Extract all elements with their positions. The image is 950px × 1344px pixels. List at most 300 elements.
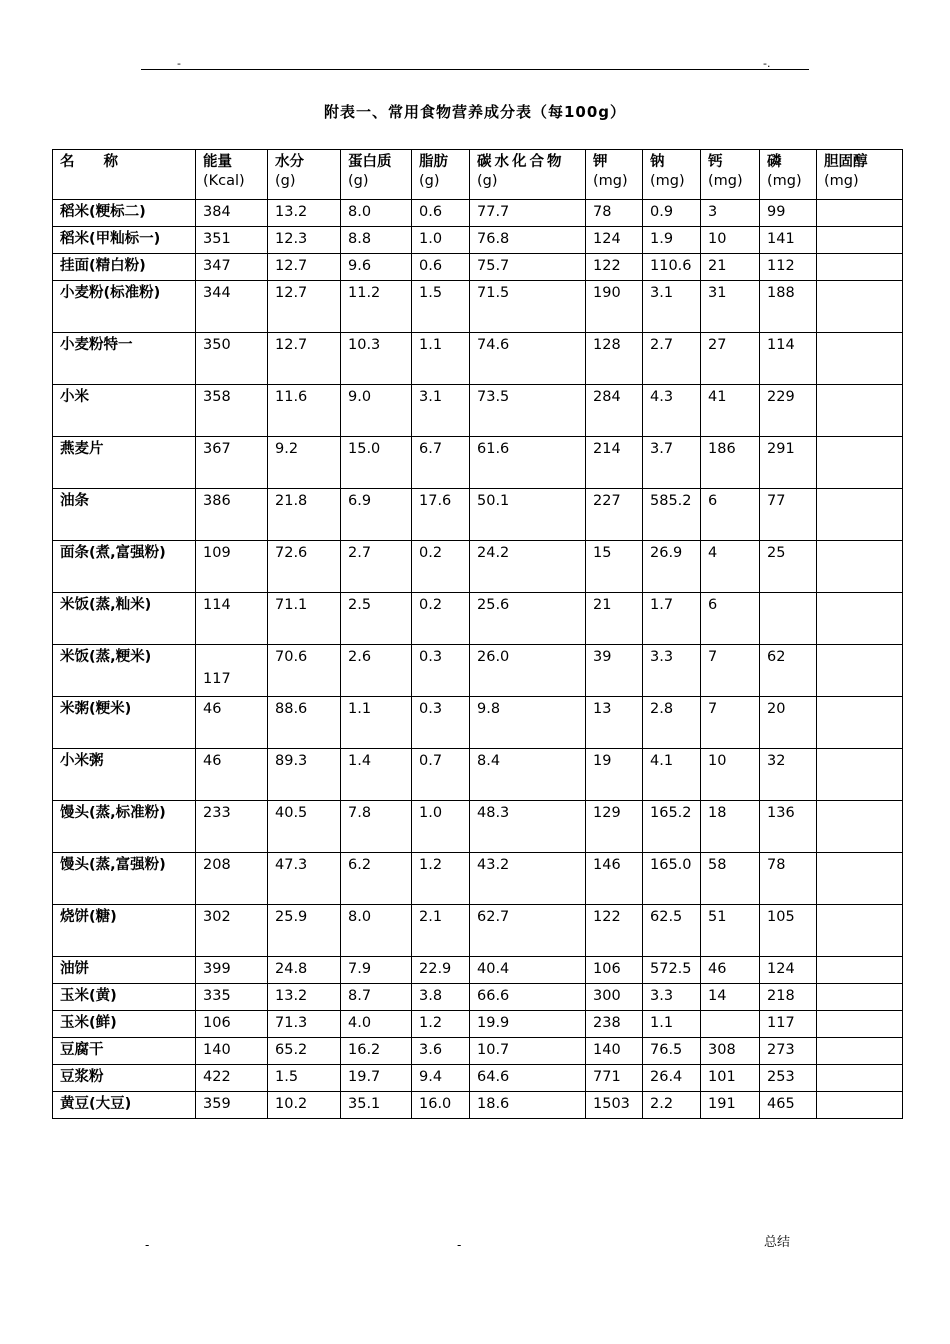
phosphorus-cell: 188 [760,281,817,333]
potassium-cell: 300 [586,984,643,1011]
water-cell: 71.1 [268,593,341,645]
sodium-cell: 26.4 [643,1065,701,1092]
carbs-cell: 74.6 [470,333,586,385]
sodium-cell: 2.7 [643,333,701,385]
phosphorus-cell: 117 [760,1011,817,1038]
phosphorus-cell: 465 [760,1092,817,1119]
phosphorus-cell: 291 [760,437,817,489]
potassium-cell: 1503 [586,1092,643,1119]
potassium-cell: 122 [586,905,643,957]
column-header [341,150,412,200]
sodium-cell: 3.1 [643,281,701,333]
column-label: 名 称 [60,154,118,170]
food-name-cell: 豆腐干 [53,1038,196,1065]
table-row [53,853,903,905]
table-row [53,385,903,437]
fat-cell: 3.1 [412,385,470,437]
carbs-cell: 8.4 [470,749,586,801]
column-unit: (g) [419,173,440,189]
food-name-cell: 油条 [53,489,196,541]
column-header [817,150,903,200]
potassium-cell: 19 [586,749,643,801]
cholesterol-cell [817,541,903,593]
energy-cell: 109 [196,541,268,593]
carbs-cell: 75.7 [470,254,586,281]
protein-cell: 7.8 [341,801,412,853]
sodium-cell: 165.0 [643,853,701,905]
phosphorus-cell: 253 [760,1065,817,1092]
calcium-cell: 308 [701,1038,760,1065]
column-label: 钠 [650,154,665,170]
energy-cell: 384 [196,200,268,227]
header-rule [141,69,809,70]
potassium-cell: 78 [586,200,643,227]
calcium-cell: 186 [701,437,760,489]
potassium-cell: 238 [586,1011,643,1038]
cholesterol-cell [817,697,903,749]
protein-cell: 1.1 [341,697,412,749]
phosphorus-cell: 112 [760,254,817,281]
protein-cell: 16.2 [341,1038,412,1065]
sodium-cell: 3.3 [643,645,701,697]
protein-cell: 4.0 [341,1011,412,1038]
nutrition-table [52,149,903,1119]
table-row [53,437,903,489]
potassium-cell: 39 [586,645,643,697]
fat-cell: 16.0 [412,1092,470,1119]
carbs-cell: 26.0 [470,645,586,697]
sodium-cell: 26.9 [643,541,701,593]
food-name-cell: 面条(煮,富强粉) [53,541,196,593]
food-name-cell: 玉米(黄) [53,984,196,1011]
water-cell: 88.6 [268,697,341,749]
phosphorus-cell: 229 [760,385,817,437]
energy-cell: 386 [196,489,268,541]
table-row [53,1038,903,1065]
protein-cell: 1.4 [341,749,412,801]
protein-cell: 9.0 [341,385,412,437]
cholesterol-cell [817,1011,903,1038]
fat-cell: 1.0 [412,801,470,853]
fat-cell: 3.8 [412,984,470,1011]
energy-cell: 302 [196,905,268,957]
fat-cell: 0.3 [412,645,470,697]
cholesterol-cell [817,1092,903,1119]
table-row [53,227,903,254]
column-header [586,150,643,200]
calcium-cell: 31 [701,281,760,333]
energy-cell: 140 [196,1038,268,1065]
fat-cell: 0.3 [412,697,470,749]
energy-cell: 335 [196,984,268,1011]
energy-cell: 46 [196,749,268,801]
column-unit: (Kcal) [203,173,245,189]
calcium-cell: 7 [701,697,760,749]
header-row [53,150,903,200]
carbs-cell: 9.8 [470,697,586,749]
column-label: 钾 [593,154,608,170]
column-label: 脂肪 [419,154,448,170]
cholesterol-cell [817,957,903,984]
sodium-cell: 165.2 [643,801,701,853]
sodium-cell: 0.9 [643,200,701,227]
energy-cell: 399 [196,957,268,984]
table-row [53,281,903,333]
water-cell: 11.6 [268,385,341,437]
food-name-cell: 稻米(粳标二) [53,200,196,227]
energy-cell [196,645,268,697]
cholesterol-cell [817,254,903,281]
food-name-cell: 馒头(蒸,标准粉) [53,801,196,853]
calcium-cell: 14 [701,984,760,1011]
fat-cell: 17.6 [412,489,470,541]
calcium-cell: 10 [701,749,760,801]
water-cell: 12.7 [268,254,341,281]
potassium-cell: 140 [586,1038,643,1065]
table-row [53,957,903,984]
energy-cell: 358 [196,385,268,437]
sodium-cell: 572.5 [643,957,701,984]
protein-cell: 10.3 [341,333,412,385]
carbs-cell: 71.5 [470,281,586,333]
table-row [53,254,903,281]
water-cell: 21.8 [268,489,341,541]
calcium-cell: 6 [701,593,760,645]
column-label: 胆固醇 [824,154,868,170]
column-header [760,150,817,200]
phosphorus-cell: 77 [760,489,817,541]
calcium-cell: 21 [701,254,760,281]
calcium-cell: 7 [701,645,760,697]
fat-cell: 1.2 [412,853,470,905]
carbs-cell: 66.6 [470,984,586,1011]
fat-cell: 9.4 [412,1065,470,1092]
sodium-cell: 2.2 [643,1092,701,1119]
calcium-cell: 51 [701,905,760,957]
column-unit: (mg) [593,173,628,189]
protein-cell: 11.2 [341,281,412,333]
calcium-cell: 41 [701,385,760,437]
sodium-cell: 3.7 [643,437,701,489]
phosphorus-cell: 78 [760,853,817,905]
carbs-cell: 25.6 [470,593,586,645]
fat-cell: 0.7 [412,749,470,801]
sodium-cell: 76.5 [643,1038,701,1065]
potassium-cell: 13 [586,697,643,749]
phosphorus-cell: 218 [760,984,817,1011]
column-header [643,150,701,200]
energy-cell: 208 [196,853,268,905]
food-name-cell: 油饼 [53,957,196,984]
fat-cell: 0.6 [412,254,470,281]
fat-cell: 1.2 [412,1011,470,1038]
sodium-cell: 62.5 [643,905,701,957]
sodium-cell: 585.2 [643,489,701,541]
table-row [53,697,903,749]
cholesterol-cell [817,281,903,333]
water-cell: 12.7 [268,281,341,333]
food-name-cell: 稻米(甲籼标一) [53,227,196,254]
cholesterol-cell [817,593,903,645]
fat-cell: 3.6 [412,1038,470,1065]
food-name-cell: 豆浆粉 [53,1065,196,1092]
water-cell: 71.3 [268,1011,341,1038]
table-row [53,1011,903,1038]
sodium-cell: 2.8 [643,697,701,749]
table-row [53,645,903,697]
water-cell: 72.6 [268,541,341,593]
column-label: 蛋白质 [348,154,392,170]
column-label: 钙 [708,154,723,170]
energy-cell: 114 [196,593,268,645]
potassium-cell: 15 [586,541,643,593]
water-cell: 40.5 [268,801,341,853]
carbs-cell: 76.8 [470,227,586,254]
table-title: 附表一、常用食物营养成分表（每100g） [323,103,627,121]
food-name-cell: 小麦粉特一 [53,333,196,385]
carbs-cell: 18.6 [470,1092,586,1119]
column-label: 碳水化合物 [477,154,565,170]
energy-cell: 106 [196,1011,268,1038]
protein-cell: 7.9 [341,957,412,984]
sodium-cell: 4.3 [643,385,701,437]
water-cell: 12.7 [268,333,341,385]
food-name-cell: 小米粥 [53,749,196,801]
header-left-mark: - [177,57,181,70]
column-unit: (g) [275,173,296,189]
carbs-cell: 10.7 [470,1038,586,1065]
energy-cell: 344 [196,281,268,333]
energy-cell: 350 [196,333,268,385]
column-label: 能量 [203,154,232,170]
protein-cell: 2.5 [341,593,412,645]
carbs-cell: 62.7 [470,905,586,957]
calcium-cell: 46 [701,957,760,984]
food-name-cell: 小麦粉(标准粉) [53,281,196,333]
cholesterol-cell [817,905,903,957]
calcium-cell: 10 [701,227,760,254]
column-unit: (g) [348,173,369,189]
column-header [53,150,196,200]
potassium-cell: 124 [586,227,643,254]
protein-cell: 35.1 [341,1092,412,1119]
potassium-cell: 227 [586,489,643,541]
food-name-cell: 米饭(蒸,粳米) [53,645,196,697]
food-name-cell: 馒头(蒸,富强粉) [53,853,196,905]
water-cell: 65.2 [268,1038,341,1065]
table-row [53,1065,903,1092]
fat-cell: 0.6 [412,200,470,227]
water-cell: 12.3 [268,227,341,254]
column-unit: (g) [477,173,498,189]
fat-cell: 1.5 [412,281,470,333]
column-label: 水分 [275,154,304,170]
column-header [196,150,268,200]
calcium-cell: 6 [701,489,760,541]
carbs-cell: 43.2 [470,853,586,905]
sodium-cell: 1.7 [643,593,701,645]
phosphorus-cell: 273 [760,1038,817,1065]
phosphorus-cell: 20 [760,697,817,749]
column-header [470,150,586,200]
calcium-cell: 18 [701,801,760,853]
water-cell: 47.3 [268,853,341,905]
column-header [412,150,470,200]
sodium-cell: 1.9 [643,227,701,254]
cholesterol-cell [817,1038,903,1065]
column-label: 磷 [767,154,782,170]
calcium-cell: 27 [701,333,760,385]
protein-cell: 8.8 [341,227,412,254]
protein-cell: 19.7 [341,1065,412,1092]
potassium-cell: 122 [586,254,643,281]
phosphorus-cell: 25 [760,541,817,593]
cholesterol-cell [817,645,903,697]
cholesterol-cell [817,801,903,853]
column-unit: (mg) [650,173,685,189]
phosphorus-cell: 32 [760,749,817,801]
potassium-cell: 21 [586,593,643,645]
fat-cell: 0.2 [412,541,470,593]
table-row [53,333,903,385]
water-cell: 25.9 [268,905,341,957]
cholesterol-cell [817,333,903,385]
water-cell: 89.3 [268,749,341,801]
food-name-cell: 黄豆(大豆) [53,1092,196,1119]
protein-cell: 6.2 [341,853,412,905]
cholesterol-cell [817,489,903,541]
cholesterol-cell [817,749,903,801]
table-row [53,749,903,801]
carbs-cell: 73.5 [470,385,586,437]
protein-cell: 2.6 [341,645,412,697]
food-name-cell: 玉米(鲜) [53,1011,196,1038]
potassium-cell: 214 [586,437,643,489]
protein-cell: 9.6 [341,254,412,281]
cholesterol-cell [817,200,903,227]
phosphorus-cell: 99 [760,200,817,227]
table-row [53,541,903,593]
calcium-cell: 101 [701,1065,760,1092]
food-name-cell: 燕麦片 [53,437,196,489]
column-unit: (mg) [767,173,802,189]
sodium-cell: 3.3 [643,984,701,1011]
water-cell: 1.5 [268,1065,341,1092]
carbs-cell: 50.1 [470,489,586,541]
calcium-cell: 191 [701,1092,760,1119]
phosphorus-cell: 114 [760,333,817,385]
cholesterol-cell [817,437,903,489]
fat-cell: 22.9 [412,957,470,984]
fat-cell: 2.1 [412,905,470,957]
potassium-cell: 129 [586,801,643,853]
energy-cell: 422 [196,1065,268,1092]
energy-cell: 367 [196,437,268,489]
table-row [53,905,903,957]
energy-cell: 233 [196,801,268,853]
energy-cell: 351 [196,227,268,254]
column-header [701,150,760,200]
cholesterol-cell [817,227,903,254]
table-row [53,489,903,541]
column-header [268,150,341,200]
water-cell: 13.2 [268,200,341,227]
water-cell: 13.2 [268,984,341,1011]
header-right-mark: -. [763,57,771,70]
sodium-cell: 4.1 [643,749,701,801]
table-row [53,801,903,853]
carbs-cell: 40.4 [470,957,586,984]
carbs-cell: 64.6 [470,1065,586,1092]
water-cell: 9.2 [268,437,341,489]
food-name-cell: 烧饼(糖) [53,905,196,957]
calcium-cell: 4 [701,541,760,593]
carbs-cell: 61.6 [470,437,586,489]
table-row [53,984,903,1011]
energy-cell: 359 [196,1092,268,1119]
food-name-cell: 米饭(蒸,籼米) [53,593,196,645]
protein-cell: 8.7 [341,984,412,1011]
phosphorus-cell [760,593,817,645]
potassium-cell: 106 [586,957,643,984]
protein-cell: 2.7 [341,541,412,593]
phosphorus-cell: 124 [760,957,817,984]
water-cell: 70.6 [268,645,341,697]
sodium-cell: 110.6 [643,254,701,281]
carbs-cell: 77.7 [470,200,586,227]
cholesterol-cell [817,385,903,437]
protein-cell: 8.0 [341,200,412,227]
protein-cell: 8.0 [341,905,412,957]
carbs-cell: 24.2 [470,541,586,593]
column-unit: (mg) [708,173,743,189]
calcium-cell: 58 [701,853,760,905]
food-name-cell: 小米 [53,385,196,437]
potassium-cell: 284 [586,385,643,437]
fat-cell: 6.7 [412,437,470,489]
table-row [53,200,903,227]
food-name-cell: 挂面(精白粉) [53,254,196,281]
phosphorus-cell: 136 [760,801,817,853]
phosphorus-cell: 62 [760,645,817,697]
potassium-cell: 146 [586,853,643,905]
energy-value: 117 [203,671,231,687]
water-cell: 10.2 [268,1092,341,1119]
energy-cell: 347 [196,254,268,281]
footer-summary-label: 总结 [764,1235,791,1250]
potassium-cell: 190 [586,281,643,333]
phosphorus-cell: 141 [760,227,817,254]
potassium-cell: 771 [586,1065,643,1092]
fat-cell: 0.2 [412,593,470,645]
footer-center-mark: - [457,1238,462,1252]
phosphorus-cell: 105 [760,905,817,957]
potassium-cell: 128 [586,333,643,385]
carbs-cell: 19.9 [470,1011,586,1038]
carbs-cell: 48.3 [470,801,586,853]
fat-cell: 1.1 [412,333,470,385]
calcium-cell [701,1011,760,1038]
table-row [53,593,903,645]
fat-cell: 1.0 [412,227,470,254]
food-name-cell: 米粥(粳米) [53,697,196,749]
protein-cell: 15.0 [341,437,412,489]
calcium-cell: 3 [701,200,760,227]
water-cell: 24.8 [268,957,341,984]
protein-cell: 6.9 [341,489,412,541]
footer-left-mark: - [145,1238,150,1252]
table-row [53,1092,903,1119]
